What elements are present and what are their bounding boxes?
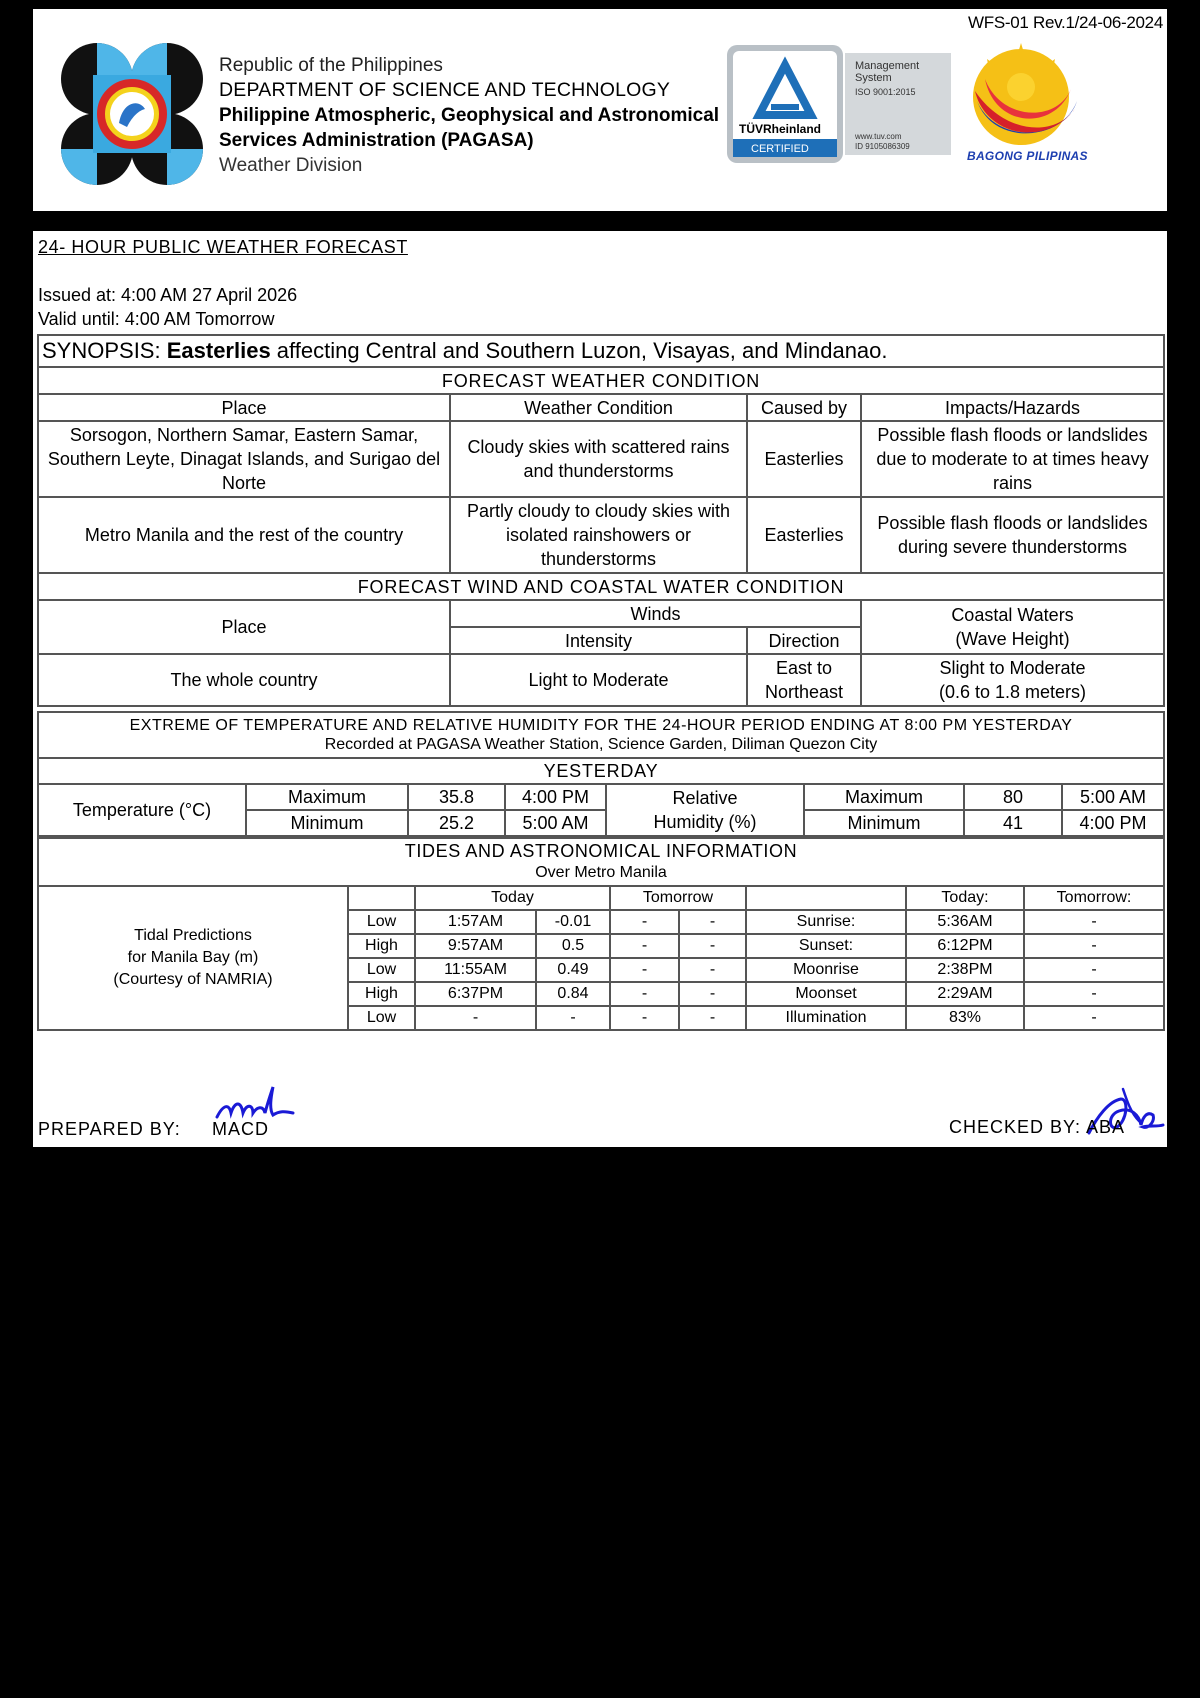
tuv-brand: TÜVRheinland [739, 122, 822, 136]
rh-max-value: 80 [964, 784, 1062, 810]
rh-min-time: 4:00 PM [1062, 810, 1164, 836]
extreme-row-max [38, 784, 1164, 810]
tide-today-height: 0.5 [536, 934, 610, 958]
humidity-label-line-2: Humidity (%) [653, 812, 757, 832]
tide-today-time: 6:37PM [415, 982, 536, 1006]
tide-col-today: Today [415, 886, 610, 910]
tides-heading-cell [38, 838, 1164, 886]
weather-place: Sorsogon, Northern Samar, Eastern Samar, Southern Leyte, Dinagat Islands, and Surigao del Norte [38, 421, 450, 497]
rh-min-value: 41 [964, 810, 1062, 836]
agency-line-pagasa-2: Services Administration (PAGASA) [219, 130, 534, 151]
wind-row [38, 654, 1164, 706]
wind-col-intensity: Intensity [450, 627, 747, 654]
astro-col-today: Today: [906, 886, 1024, 910]
prepared-by-label: PREPARED BY: [38, 1119, 181, 1139]
tidal-label-line-1: Tidal Predictions [134, 927, 252, 944]
tidal-label-line-2: for Manila Bay (m) [127, 949, 259, 966]
extreme-heading: EXTREME OF TEMPERATURE AND RELATIVE HUMIDITY FOR THE 24-HOUR PERIOD ENDING AT 8:00 PM YESTERDAY [129, 717, 1073, 734]
wind-direction-line-1: East to [775, 658, 833, 678]
tide-tomorrow-time: - [610, 1006, 679, 1030]
form-code: WFS-01 Rev.1/24-06-2024 [968, 13, 1163, 32]
astro-tomorrow: - [1024, 958, 1164, 982]
tides-header-row [38, 886, 1164, 910]
weather-cause: Easterlies [747, 497, 861, 573]
tide-today-time: 9:57AM [415, 934, 536, 958]
tuv-certification-logo [727, 45, 953, 172]
weather-col-condition: Weather Condition [450, 394, 747, 421]
astro-col-tomorrow: Tomorrow: [1024, 886, 1164, 910]
tidal-label-cell [38, 886, 348, 1030]
signature-block [33, 1051, 1167, 1147]
temperature-label: Temperature (°C) [38, 784, 246, 836]
tide-today-height: -0.01 [536, 910, 610, 934]
prepared-by-name: MACD [212, 1119, 269, 1139]
tuv-certified: CERTIFIED [751, 143, 809, 155]
tide-tomorrow-time: - [610, 958, 679, 982]
yesterday-heading: YESTERDAY [38, 758, 1164, 784]
astro-today: 2:38PM [906, 958, 1024, 982]
extreme-table [37, 711, 1165, 837]
agency-line-dost: DEPARTMENT OF SCIENCE AND TECHNOLOGY [219, 79, 671, 101]
temp-max-label: Maximum [246, 784, 408, 810]
temp-min-time: 5:00 AM [505, 810, 606, 836]
astro-today: 6:12PM [906, 934, 1024, 958]
astro-label: Sunset: [746, 934, 906, 958]
weather-col-impact: Impacts/Hazards [861, 394, 1164, 421]
temp-min-value: 25.2 [408, 810, 505, 836]
tide-tomorrow-time: - [610, 934, 679, 958]
forecast-document [33, 231, 1167, 1147]
tide-type: High [348, 934, 415, 958]
coastal-col-line-2: (Wave Height) [955, 629, 1070, 649]
tides-subheading: Over Metro Manila [535, 864, 667, 881]
extreme-heading-cell [38, 712, 1164, 758]
weather-col-cause: Caused by [747, 394, 861, 421]
agency-line-pagasa-1: Philippine Atmospheric, Geophysical and Astronomical [219, 105, 720, 126]
extreme-subheading: Recorded at PAGASA Weather Station, Science Garden, Diliman Quezon City [324, 736, 878, 753]
synopsis [38, 335, 1164, 367]
astro-today: 83% [906, 1006, 1024, 1030]
valid-until: Valid until: 4:00 AM Tomorrow [38, 309, 275, 329]
checked-by-label: CHECKED BY: [949, 1117, 1082, 1137]
forecast-title: 24- HOUR PUBLIC WEATHER FORECAST [38, 237, 408, 257]
weather-row [38, 497, 1164, 573]
tide-tomorrow-height: - [679, 958, 746, 982]
tuv-management: Management [855, 60, 920, 72]
tide-tomorrow-height: - [679, 910, 746, 934]
astro-label: Illumination [746, 1006, 906, 1030]
tide-tomorrow-height: - [679, 1006, 746, 1030]
astro-label: Moonrise [746, 958, 906, 982]
letterhead [33, 9, 1167, 211]
tide-tomorrow-height: - [679, 982, 746, 1006]
synopsis-text: affecting Central and Southern Luzon, Visayas, and Mindanao. [270, 338, 888, 363]
wind-direction-line-2: Northeast [764, 682, 844, 702]
humidity-label-line-1: Relative [672, 788, 738, 808]
weather-condition: Partly cloudy to cloudy skies with isolated rainshowers or thunderstorms [450, 497, 747, 573]
tide-col-tomorrow: Tomorrow [610, 886, 746, 910]
astro-tomorrow: - [1024, 910, 1164, 934]
tide-tomorrow-time: - [610, 982, 679, 1006]
tides-table [37, 837, 1165, 1031]
pagasa-logo [57, 39, 207, 194]
agency-line-division: Weather Division [219, 155, 363, 176]
rh-max-label: Maximum [804, 784, 964, 810]
tide-type: High [348, 982, 415, 1006]
tidal-label-line-3: (Courtesy of NAMRIA) [113, 971, 273, 988]
astro-label: Sunrise: [746, 910, 906, 934]
weather-place: Metro Manila and the rest of the country [38, 497, 450, 573]
tide-today-time: 11:55AM [415, 958, 536, 982]
wind-place: The whole country [38, 654, 450, 706]
astro-tomorrow: - [1024, 934, 1164, 958]
tuv-iso: ISO 9001:2015 [855, 87, 916, 97]
coastal-line-2: (0.6 to 1.8 meters) [938, 682, 1087, 702]
bagong-pilipinas-text: BAGONG PILIPINAS [967, 149, 1088, 163]
agency-line-republic: Republic of the Philippines [219, 55, 443, 76]
tide-today-time: 1:57AM [415, 910, 536, 934]
wind-heading: FORECAST WIND AND COASTAL WATER CONDITION [38, 573, 1164, 600]
wind-col-direction: Direction [747, 627, 861, 654]
astro-today: 5:36AM [906, 910, 1024, 934]
weather-row [38, 421, 1164, 497]
astro-today: 2:29AM [906, 982, 1024, 1006]
astro-tomorrow: - [1024, 1006, 1164, 1030]
tuv-system: System [855, 72, 892, 84]
temp-max-time: 4:00 PM [505, 784, 606, 810]
coastal-waters [861, 654, 1164, 706]
astro-tomorrow: - [1024, 982, 1164, 1006]
checked-by-name: ABA [1086, 1117, 1126, 1137]
tide-type-col [348, 886, 415, 910]
astro-col-label [746, 886, 906, 910]
tuv-web: www.tuv.com [855, 132, 902, 141]
bagong-pilipinas-logo [965, 39, 1095, 156]
wind-intensity: Light to Moderate [450, 654, 747, 706]
tide-tomorrow-height: - [679, 934, 746, 958]
tides-heading: TIDES AND ASTRONOMICAL INFORMATION [404, 841, 798, 861]
coastal-col-line-1: Coastal Waters [951, 605, 1074, 625]
tuv-id: ID 9105086309 [855, 142, 910, 151]
tide-today-time: - [415, 1006, 536, 1030]
tide-type: Low [348, 1006, 415, 1030]
synopsis-row [38, 335, 1164, 367]
weather-heading: FORECAST WEATHER CONDITION [38, 367, 1164, 394]
wind-col-place: Place [38, 600, 450, 654]
wind-header-row [38, 600, 1164, 627]
temp-min-label: Minimum [246, 810, 408, 836]
tide-type: Low [348, 910, 415, 934]
synopsis-system: Easterlies [166, 338, 271, 363]
wind-col-winds: Winds [450, 600, 861, 627]
coastal-line-1: Slight to Moderate [939, 658, 1086, 678]
humidity-label [606, 784, 804, 836]
tide-type: Low [348, 958, 415, 982]
temp-max-value: 35.8 [408, 784, 505, 810]
weather-cause: Easterlies [747, 421, 861, 497]
wind-direction [747, 654, 861, 706]
weather-col-place: Place [38, 394, 450, 421]
tide-today-height: 0.84 [536, 982, 610, 1006]
rh-max-time: 5:00 AM [1062, 784, 1164, 810]
weather-impact: Possible flash floods or landslides due to moderate to at times heavy rains [861, 421, 1164, 497]
issued-at: Issued at: 4:00 AM 27 April 2026 [38, 285, 298, 305]
synopsis-label: SYNOPSIS: [42, 338, 167, 363]
rh-min-label: Minimum [804, 810, 964, 836]
agency-name-block [219, 53, 719, 178]
weather-header-row [38, 394, 1164, 421]
astro-label: Moonset [746, 982, 906, 1006]
tide-today-height: 0.49 [536, 958, 610, 982]
weather-condition: Cloudy skies with scattered rains and thunderstorms [450, 421, 747, 497]
forecast-table [37, 334, 1165, 707]
tide-today-height: - [536, 1006, 610, 1030]
weather-impact: Possible flash floods or landslides during severe thunderstorms [861, 497, 1164, 573]
tide-tomorrow-time: - [610, 910, 679, 934]
wind-col-coastal [861, 600, 1164, 654]
